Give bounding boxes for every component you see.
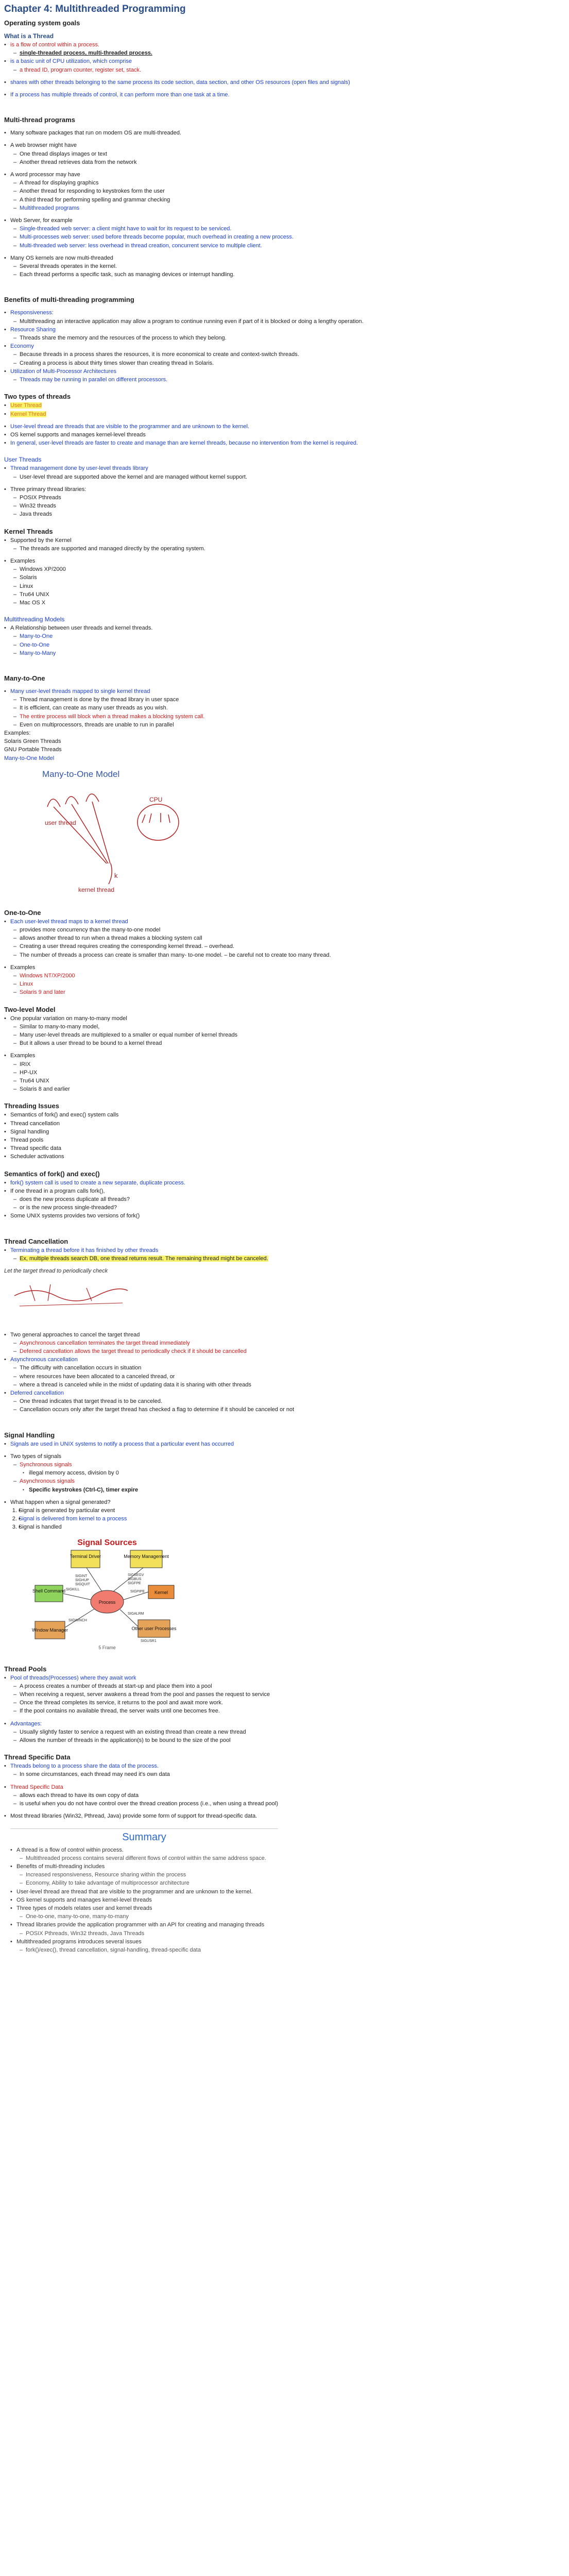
- list-item: • User Thread: [4, 401, 563, 410]
- list-item: – The difficulty with cancellation occurs in situation: [13, 1364, 563, 1372]
- list-item: • 2. Signal is delivered from kernel to a process: [19, 1515, 563, 1523]
- section-heading: Many-to-One: [4, 674, 45, 682]
- signal-name: SIGBUS: [128, 1577, 142, 1581]
- figure-title: Many-to-One Model: [42, 769, 120, 779]
- list-item: – Several threads operates in the kernel.: [13, 262, 563, 270]
- list-item: • Examples: [4, 963, 563, 972]
- list-item: – or is the new process single-threaded?: [13, 1204, 563, 1212]
- list-item: – a thread ID, program counter, register set, stack.: [13, 66, 563, 74]
- list-item: • Three types of models relates user and kernel threads: [10, 1904, 278, 1912]
- list-item: – Multi-processes web server: used before threads become popular, much overhead in creating a new process.: [13, 233, 563, 241]
- list-item: – Threads may be running in parallel on different processors.: [13, 376, 563, 384]
- signal-name: SIGQUIT: [75, 1582, 90, 1586]
- list-item: – Solaris: [13, 573, 563, 582]
- mapping-line: [72, 804, 108, 863]
- list-item: • Web Server, for example: [4, 216, 563, 225]
- arrow-line: [63, 1594, 91, 1600]
- mapping-line: [54, 807, 107, 863]
- list-item: • Many OS kernels are now multi-threaded: [4, 254, 563, 262]
- list-item: – Linux: [13, 582, 563, 590]
- list-item: – IRIX: [13, 1060, 563, 1069]
- list-item: – Ex, multiple threads search DB, one thread returns result. The remaining thread might be canceled.: [13, 1255, 563, 1263]
- list-item: – Many-to-Many: [13, 649, 563, 657]
- list-item: – Multithreading an interactive application may allow a program to continue running even if part of it is blocked or doing a lengthy operation.: [13, 317, 563, 326]
- list-item: – Deferred cancellation allows the target thread to periodically check if it should be cancelled: [13, 1347, 563, 1355]
- list-item: • User-level thread are thread that are visible to the programmer and are unknown to the kernel.: [10, 1888, 278, 1896]
- list-item: – Because threads in a process shares the resources, it is more economical to create and context-switch threads.: [13, 350, 563, 359]
- list-item: – Solaris 8 and earlier: [13, 1085, 563, 1093]
- page-title: Chapter 4: Multithreaded Programming: [4, 4, 186, 14]
- list-item: • If a process has multiple threads of control, it can perform more than one task at a time.: [4, 91, 563, 99]
- steps-list: [4, 1506, 563, 1532]
- subsection-heading: What is a Thread: [4, 32, 54, 40]
- list-item: – Single-threaded web server: a client might have to wait for its request to be serviced.: [13, 225, 563, 233]
- list-item: – It is efficient, can create as many user threads as you wish.: [13, 704, 563, 712]
- signal-name: SIGUSR1: [141, 1639, 157, 1643]
- list-item: – Cancellation occurs only after the target thread has checked a flag to determine if it should be canceled or not: [13, 1405, 563, 1414]
- list-item: • Thread specific data: [4, 1144, 563, 1153]
- list-item: • Thread pools: [4, 1136, 563, 1144]
- list-item: • 1. Signal is generated by particular event: [19, 1506, 563, 1515]
- list-item: – provides more concurrency than the many-to-one model: [13, 926, 563, 934]
- summary-slide: [10, 1828, 278, 1954]
- list-item: – One-to-One: [13, 641, 563, 649]
- section-heading: Benefits of multi-threading programming: [4, 296, 134, 304]
- list-item: – allows each thread to have its own copy of data: [13, 1791, 563, 1800]
- list-item: – In some circumstances, each thread may need it's own data: [13, 1770, 563, 1778]
- list-item: • A web browser might have: [4, 141, 563, 149]
- list-item: • Pool of threads(Processes) where they await work: [4, 1674, 563, 1682]
- example-item: Solaris Green Threads: [4, 738, 61, 745]
- list-item: – One thread indicates that target thread is to be canceled.: [13, 1397, 563, 1405]
- list-item: – Asynchronous signals: [13, 1477, 563, 1485]
- list-item: • Examples: [4, 557, 563, 565]
- list-item: – Solaris 9 and later: [13, 988, 563, 996]
- section-heading: Two types of threads: [4, 393, 71, 401]
- list-item: – Economy, Ability to take advantage of multiprocessor architecture: [20, 1879, 278, 1887]
- list-item: – Windows NT/XP/2000: [13, 972, 563, 980]
- list-item: – single-threaded process, multi-threaded process.: [13, 49, 563, 57]
- signal-name: SIGFPE: [128, 1581, 141, 1585]
- list-item: • Two general approaches to cancel the target thread: [4, 1331, 563, 1339]
- list-item: • Utilization of Multi-Processor Architectures: [4, 367, 563, 376]
- sketch-stroke: [30, 1284, 92, 1301]
- list-item: • Semantics of fork() and exec() system calls: [4, 1111, 563, 1119]
- list-item: • Supported by the Kernel: [4, 536, 563, 545]
- list-item: • A word processor may have: [4, 171, 563, 179]
- handwritten-sketch: [9, 1275, 143, 1311]
- list-item: • shares with other threads belonging to the same process its code section, data section, and other OS resources (open files and signals): [4, 78, 563, 87]
- list-item: • OS kernel supports and manages kernel-level threads: [4, 431, 563, 439]
- list-item: – Similar to many-to-many model,: [13, 1023, 563, 1031]
- list-item: – Synchronous signals: [13, 1461, 563, 1469]
- list-item: ▪ illegal memory access, division by 0: [23, 1469, 563, 1477]
- user-thread-curve: [47, 799, 60, 807]
- list-item: – Win32 threads: [13, 502, 563, 510]
- user-thread-curve: [86, 794, 99, 802]
- list-item: • Thread libraries provide the application programmer with an API for creating and managing threads: [10, 1921, 278, 1929]
- list-item: • Asynchronous cancellation: [4, 1355, 563, 1364]
- list-item: – allows another thread to run when a thread makes a blocking system call: [13, 934, 563, 942]
- many-to-one-figure: [16, 766, 212, 897]
- list-item: • is a flow of control within a process.: [4, 41, 563, 49]
- section-heading: Thread Pools: [4, 1665, 47, 1673]
- list-item: – Usually slightly faster to service a request with an existing thread than create a new thread: [13, 1728, 563, 1736]
- list-item: – Each thread performs a specific task, such as managing devices or interrupt handling.: [13, 270, 563, 279]
- figure-caption: 5 Frame: [98, 1645, 116, 1650]
- list-item: • fork() system call is used to create a new separate, duplicate process.: [4, 1179, 563, 1187]
- signal-name: SIGALRM: [128, 1612, 144, 1616]
- list-item: ▪ Specific keystrokes (Ctrl-C), timer expire: [23, 1486, 563, 1494]
- terminal-driver-box: [71, 1550, 100, 1568]
- user-thread-label: user thread: [45, 819, 76, 826]
- list-item: • A thread is a flow of control within process.: [10, 1846, 278, 1854]
- list-item: – Tru64 UNIX: [13, 1077, 563, 1085]
- list-item: – Linux: [13, 980, 563, 988]
- list-item: – If the pool contains no available thread, the server waits until one becomes free.: [13, 1707, 563, 1715]
- list-item: – Asynchronous cancellation terminates the target thread immediately: [13, 1339, 563, 1347]
- summary-title: Summary: [122, 1832, 166, 1843]
- signal-name: SIGINT: [75, 1574, 88, 1578]
- list-item: • Signals are used in UNIX systems to notify a process that a particular event has occurred: [4, 1440, 563, 1448]
- list-item: – One thread displays images or text: [13, 150, 563, 158]
- arrow-line: [65, 1609, 94, 1628]
- document: [4, 3, 563, 1954]
- list-item: – Another thread for responding to keystrokes form the user: [13, 187, 563, 195]
- mapping-line: [92, 802, 110, 863]
- model-link: Many-to-One Model: [4, 755, 55, 761]
- memory-label: Memory Management: [124, 1553, 169, 1559]
- section-heading: Semantics of fork() and exec(): [4, 1170, 100, 1178]
- list-item: – POSIX Pthreads: [13, 494, 563, 502]
- list-item: • Multithreaded programs introduces several issues: [10, 1938, 278, 1946]
- signal-sources-diagram: [25, 1535, 189, 1653]
- section-heading: Signal Handling: [4, 1431, 55, 1439]
- list-item: – Once the thread completes its service, it returns to the pool and await more work.: [13, 1699, 563, 1707]
- examples-label: Examples:: [4, 730, 31, 736]
- list-item: • Two types of signals: [4, 1452, 563, 1461]
- list-item: – Even on multiprocessors, threads are unable to run in parallel: [13, 721, 563, 729]
- list-item: • Resource Sharing: [4, 326, 563, 334]
- list-item: – HP-UX: [13, 1069, 563, 1077]
- list-item: – POSIX Pthreads, Win32 threads, Java Threads: [20, 1929, 278, 1938]
- list-item: • Some UNIX systems provides two versions of fork(): [4, 1212, 563, 1220]
- list-item: – User-level thread are supported above the kernel and are managed without kernel support.: [13, 473, 563, 481]
- subsection-heading: Multithreading Models: [4, 616, 65, 623]
- list-item: – When receiving a request, server awakens a thread from the pool and passes the request to service: [13, 1690, 563, 1699]
- list-item: • Three primary thread libraries:: [4, 485, 563, 494]
- kernel-thread-curve: [109, 863, 112, 884]
- list-item: – But it allows a user thread to be bound to a kernel thread: [13, 1039, 563, 1047]
- list-item: • Scheduler activations: [4, 1153, 563, 1161]
- signal-sources-figure: [25, 1535, 189, 1653]
- example-item: GNU Portable Threads: [4, 747, 62, 753]
- section-heading: One-to-One: [4, 908, 41, 917]
- kernel-thread-label: kernel thread: [78, 886, 115, 893]
- section-heading: Thread Cancellation: [4, 1237, 68, 1245]
- subsection-heading: User Threads: [4, 456, 42, 464]
- list-item: – Threads share the memory and the resources of the process to which they belong.: [13, 334, 563, 342]
- list-item: – Multithreaded programs: [13, 204, 563, 212]
- sketch-stroke: [20, 1303, 123, 1306]
- list-item: – fork()/exec(), thread cancellation, signal-handling, thread-specific data: [20, 1946, 278, 1954]
- k-label: k: [114, 871, 118, 879]
- shell-box: [35, 1585, 63, 1602]
- list-item: • Responsiveness:: [4, 309, 563, 317]
- list-item: – is useful when you do not have control over the thread creation process (i.e., when using a thread pool): [13, 1800, 563, 1808]
- signal-name: SIGWINCH: [68, 1618, 87, 1622]
- other-label: Other user Processes: [131, 1625, 177, 1631]
- cpu-circle: [137, 804, 179, 840]
- list-item: • 3. Signal is handled: [19, 1523, 563, 1531]
- list-item: – Multithreaded process contains several different flows of control within the same address space.: [20, 1854, 278, 1862]
- figure-title: Signal Sources: [77, 1538, 137, 1547]
- list-item: • Signal handling: [4, 1128, 563, 1136]
- handwritten-note: Let the target thread to periodically check: [4, 1268, 108, 1275]
- list-item: – Thread management is done by the thread library in user space: [13, 696, 563, 704]
- bullet-list: [4, 41, 563, 99]
- list-item: – Increased responsiveness, Resource sharing within the process: [20, 1871, 278, 1879]
- list-item: – Allows the number of threads in the application(s) to be bound to the size of the pool: [13, 1736, 563, 1744]
- memory-mgmt-box: [130, 1550, 162, 1568]
- list-item: • Thread cancellation: [4, 1120, 563, 1128]
- list-item: – A thread for displaying graphics: [13, 179, 563, 187]
- kernel-label: Kernel: [154, 1589, 168, 1595]
- list-item: • Many user-level threads mapped to single kernel thread: [4, 687, 563, 696]
- list-item: – Mac OS X: [13, 599, 563, 607]
- terminal-label: Terminal Driver: [70, 1553, 101, 1559]
- many-to-one-diagram: [16, 766, 212, 897]
- list-item: – A process creates a number of threads at start-up and place them into a pool: [13, 1682, 563, 1690]
- list-item: • Terminating a thread before it has finished by other threads: [4, 1246, 563, 1255]
- list-item: • Economy: [4, 342, 563, 350]
- signal-name: SIGHUP: [75, 1578, 89, 1582]
- user-thread-curve: [65, 796, 78, 804]
- list-item: • If one thread in a program calls fork(),: [4, 1187, 563, 1195]
- list-item: • Threads belong to a process share the data of the process.: [4, 1762, 563, 1770]
- section-heading: Multi-thread programs: [4, 116, 75, 124]
- list-item: • User-level thread are threads that are visible to the programmer and are unknown to the kernel.: [4, 422, 563, 431]
- list-item: • Most thread libraries (Win32, Pthread, Java) provide some form of support for thread-specific data.: [4, 1812, 563, 1820]
- list-item: • Thread management done by user-level threads library: [4, 464, 563, 472]
- list-item: – where a thread is canceled while in the midst of updating data it is sharing with other threads: [13, 1381, 563, 1389]
- list-item: – Java threads: [13, 510, 563, 518]
- window-label: Window Manager: [31, 1627, 68, 1633]
- cpu-scribble: [142, 813, 170, 823]
- signal-name: SIGPIPE: [130, 1589, 145, 1594]
- signal-name: SIGSEGV: [128, 1573, 144, 1577]
- shell-label: Shell Command: [32, 1588, 66, 1594]
- list-item: – The threads are supported and managed directly by the operating system.: [13, 545, 563, 553]
- list-item: • One popular variation on many-to-many model: [4, 1014, 563, 1023]
- list-item: • Thread Specific Data: [4, 1783, 563, 1791]
- list-item: • Examples: [4, 1052, 563, 1060]
- cpu-label: CPU: [149, 795, 163, 803]
- list-item: • Advantages:: [4, 1720, 563, 1728]
- section-heading: Kernel Threads: [4, 527, 53, 535]
- list-item: – One-to-one, many-to-one, many-to-many: [20, 1912, 278, 1921]
- list-item: • Deferred cancellation: [4, 1389, 563, 1397]
- list-item: – The number of threads a process can create is smaller than many- to-one model. – be careful not to create too many thread.: [13, 951, 563, 959]
- signal-name: SIGKILL: [66, 1587, 80, 1591]
- list-item: – Creating a user thread requires creating the corresponding kernel thread. – overhead.: [13, 942, 563, 951]
- list-item: • Many software packages that run on modern OS are multi-threaded.: [4, 129, 563, 137]
- section-heading: Operating system goals: [4, 19, 80, 27]
- list-item: – Windows XP/2000: [13, 565, 563, 573]
- list-item: • In general, user-level threads are faster to create and manage than are kernel threads, because no intervention from the kernel is required.: [4, 439, 563, 447]
- list-item: – Tru64 UNIX: [13, 590, 563, 599]
- list-item: – Another thread retrieves data from the network: [13, 158, 563, 166]
- list-item: – The entire process will block when a thread makes a blocking system call.: [13, 713, 563, 721]
- list-item: – does the new process duplicate all threads?: [13, 1195, 563, 1204]
- list-item: – Creating a process is about thirty times slower than creating thread in Solaris.: [13, 359, 563, 367]
- list-item: • Kernel Thread: [4, 410, 563, 418]
- list-item: • What happen when a signal generated?: [4, 1498, 563, 1506]
- list-item: – Many user-level threads are multiplexed to a smaller or equal number of kernel threads: [13, 1031, 563, 1039]
- section-heading: Two-level Model: [4, 1005, 56, 1013]
- list-item: – Multi-threaded web server: less overhead in thread creation, concurrent service to multiple client.: [13, 242, 563, 250]
- section-heading: Thread Specific Data: [4, 1753, 71, 1761]
- list-item: • OS kernel supports and manages kernel-level threads: [10, 1896, 278, 1904]
- section-heading: Threading Issues: [4, 1102, 59, 1110]
- list-item: – Many-to-One: [13, 632, 563, 640]
- process-label: Process: [98, 1599, 116, 1605]
- list-item: – A third thread for performing spelling and grammar checking: [13, 196, 563, 204]
- list-item: • Benefits of multi-threading includes: [10, 1862, 278, 1871]
- list-item: • A Relationship between user threads and kernel threads.: [4, 624, 563, 632]
- list-item: – where resources have been allocated to a canceled thread, or: [13, 1372, 563, 1381]
- list-item: • Each user-level thread maps to a kernel thread: [4, 918, 563, 926]
- list-item: • is a basic unit of CPU utilization, which comprise: [4, 57, 563, 65]
